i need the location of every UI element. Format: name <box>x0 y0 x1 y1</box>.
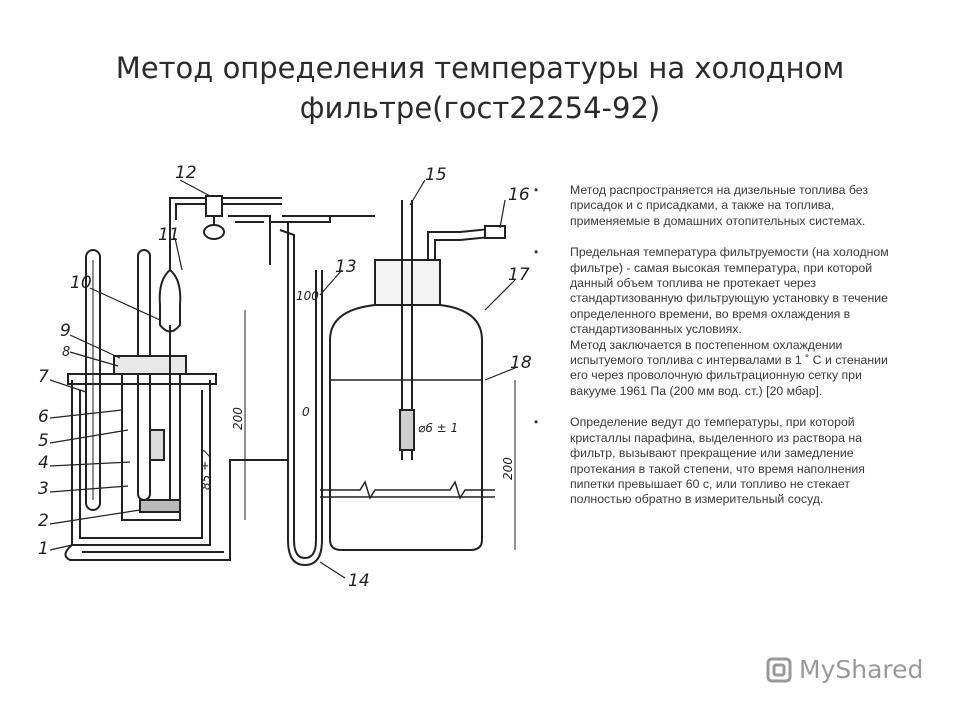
scale-0: 0 <box>302 405 310 419</box>
bullet-item: • Предельная температура фильтруемости (на холодном фильтре) - самая высокая температура, при которой данный объем топлива не протекает через стандартизованную фильтрующую установку в течение определенного времени, во время охлаждения в стандартизованных условиях. Метод заключается в постепенном охлаждении испытуемого топлива с интервалами в 1 ˚ С и стенании его через проволочную фильтрационную сетку при вакууме 1961 Па (200 мм вод. ст.) [20 мбар]. <box>534 245 889 398</box>
bullet-item: • Определение ведут до температуры, при которой кристаллы парафина, выделенного из раствора на фильтр, вызывают прекращение или замедление протекания в такой степени, что время наполнения пипетки превышает 60 с, или топливо не стекает полностью обратно в измерительный сосуд. <box>534 415 865 507</box>
dim-diam: ⌀6 ± 1 <box>418 421 459 435</box>
dim-200-left: 200 <box>231 407 245 430</box>
callout-15: 15 <box>425 165 447 185</box>
callout-7: 7 <box>38 367 49 387</box>
callout-8: 8 <box>62 345 71 360</box>
myshared-logo-icon <box>765 656 793 684</box>
callout-13: 13 <box>335 257 357 277</box>
apparatus-diagram <box>30 160 540 600</box>
slide-title <box>60 48 900 128</box>
watermark <box>765 655 923 684</box>
callout-17: 17 <box>508 265 530 285</box>
callout-2: 2 <box>38 511 49 531</box>
callout-16: 16 <box>508 185 530 205</box>
callout-4: 4 <box>38 453 49 473</box>
callout-10: 10 <box>70 273 92 293</box>
callout-6: 6 <box>38 407 49 427</box>
callout-14: 14 <box>348 571 370 591</box>
title-line-2: фильтре(гост22254-92) <box>299 91 661 125</box>
bullet-text: Метод распространяется на дизельные топлива без присадок и с присадками, а также на топлива, применяемые в домашних отопительных системах. <box>570 183 868 228</box>
vacuum-bottle <box>320 200 515 550</box>
callout-9: 9 <box>60 321 71 341</box>
tubing <box>65 196 375 565</box>
bullet-text: Определение ведут до температуры, при которой кристаллы парафина, выделенного из раствора на фильтр, вызывают прекращение или замедление протекания в такой степени, что время наполнения пипетки превышает 60 с, или топливо не стекает полностью обратно в измерительный сосуд. <box>570 415 865 507</box>
callout-11: 11 <box>158 225 180 245</box>
bullet-item: • Метод распространяется на дизельные топлива без присадок и с присадками, а также на топлива, применяемые в домашних отопительных системах. <box>534 183 868 228</box>
dim-85: 85 ± 2 <box>199 449 213 490</box>
callout-12: 12 <box>175 163 197 183</box>
watermark-brand: MyShared <box>799 655 924 684</box>
dim-200-right: 200 <box>501 457 515 480</box>
callout-1: 1 <box>38 539 49 559</box>
callout-18: 18 <box>510 353 532 373</box>
title-line-1: Метод определения температуры на холодном <box>115 51 845 85</box>
callout-5: 5 <box>38 431 49 451</box>
scale-100: 100 <box>296 289 319 303</box>
callout-3: 3 <box>38 479 49 499</box>
bullet-text: Предельная температура фильтруемости (на холодном фильтре) - самая высокая температура, при которой данный объем топлива не протекает через стандартизованную фильтрующую установку в течение определенного времени, во время охлаждения в стандартизованных условиях. Метод заключается в постепенном охлаждении испытуемого топлива с интервалами в 1 ˚ С и стенании его через проволочную фильтрационную сетку при вакууме 1961 Па (200 мм вод. ст.) [20 мбар]. <box>570 245 889 398</box>
bullet-list <box>534 183 906 524</box>
